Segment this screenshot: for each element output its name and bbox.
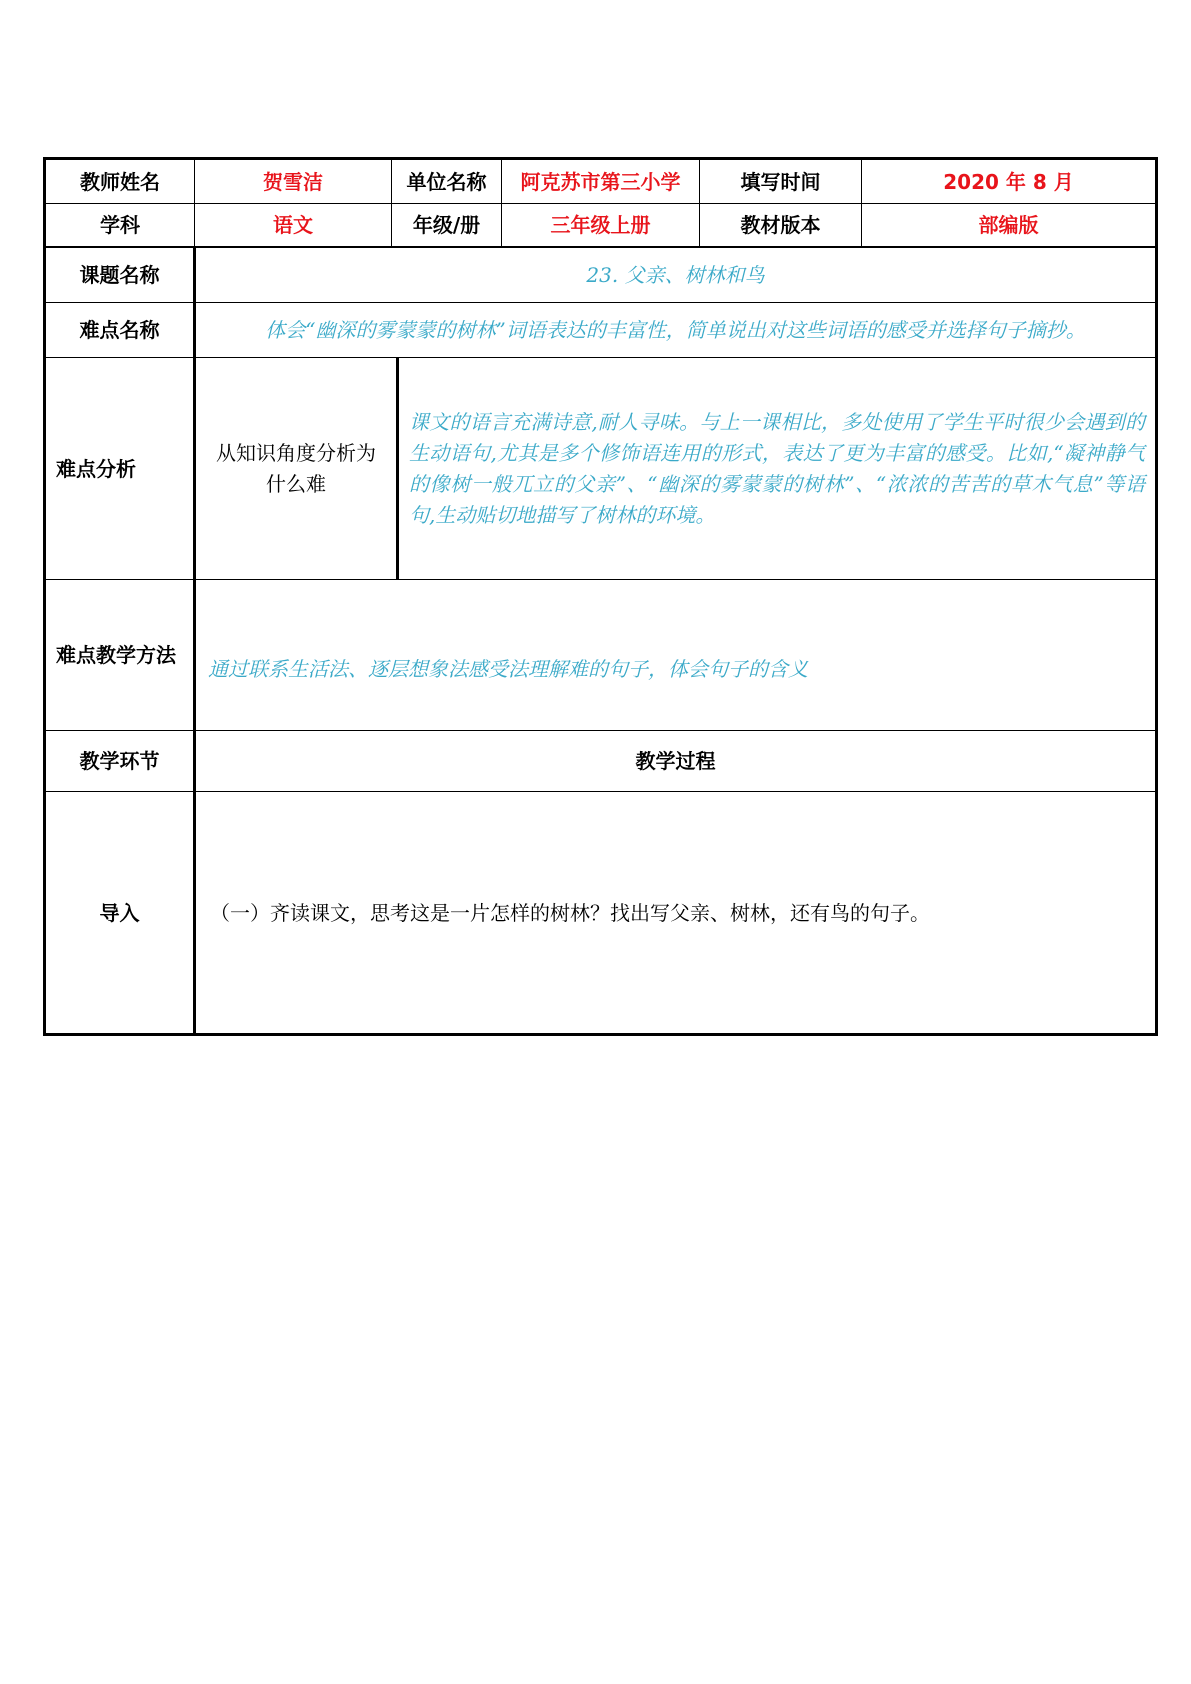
method-label: 难点教学方法: [45, 580, 195, 731]
intro-label: 导入: [45, 792, 195, 1035]
topic-value: 23. 父亲、树林和鸟: [195, 248, 1157, 303]
edition-value: 部编版: [862, 204, 1157, 247]
analysis-label: 难点分析: [45, 358, 195, 580]
subject-value: 语文: [195, 204, 392, 247]
fill-time-label: 填写时间: [700, 159, 862, 204]
unit-name-label: 单位名称: [392, 159, 502, 204]
intro-row: [45, 792, 1157, 1035]
header-info-table: [43, 157, 1158, 247]
difficulty-value: 体会“幽深的雾蒙蒙的树林”词语表达的丰富性，简单说出对这些词语的感受并选择句子摘抄。: [195, 303, 1157, 358]
teacher-name-value: 贺雪洁: [195, 159, 392, 204]
header-row-2: [45, 204, 1157, 247]
method-row: [45, 580, 1157, 731]
edition-label: 教材版本: [700, 204, 862, 247]
intro-value: （一）齐读课文，思考这是一片怎样的树林？找出写父亲、树林，还有鸟的句子。: [195, 792, 1157, 1035]
analysis-row: [45, 358, 1157, 580]
grade-label: 年级/册: [392, 204, 502, 247]
unit-name-value: 阿克苏市第三小学: [502, 159, 700, 204]
process-label: 教学过程: [195, 731, 1157, 792]
header-row-1: [45, 159, 1157, 204]
method-value: 通过联系生活法、逐层想象法感受法理解难的句子，体会句子的含义: [195, 580, 1157, 731]
analysis-value: 课文的语言充满诗意,耐人寻味。与上一课相比，多处使用了学生平时很少会遇到的生动语句,尤其是多个修饰语连用的形式，表达了更为丰富的感受。比如,“凝神静气的像树一般兀立的父亲”、“幽深的雾蒙蒙的树林”、“浓浓的苦苦的草木气息”等语句,生动贴切地描写了树林的环境。: [398, 358, 1157, 580]
lesson-plan-table: [43, 247, 1158, 1036]
subject-label: 学科: [45, 204, 195, 247]
difficulty-label: 难点名称: [45, 303, 195, 358]
topic-row: [45, 248, 1157, 303]
analysis-sub-label: 从知识角度分析为什么难: [195, 358, 398, 580]
stage-header-row: [45, 731, 1157, 792]
grade-value: 三年级上册: [502, 204, 700, 247]
stage-label: 教学环节: [45, 731, 195, 792]
fill-time-value: 2020 年 8 月: [862, 159, 1157, 204]
difficulty-row: [45, 303, 1157, 358]
teacher-name-label: 教师姓名: [45, 159, 195, 204]
topic-label: 课题名称: [45, 248, 195, 303]
